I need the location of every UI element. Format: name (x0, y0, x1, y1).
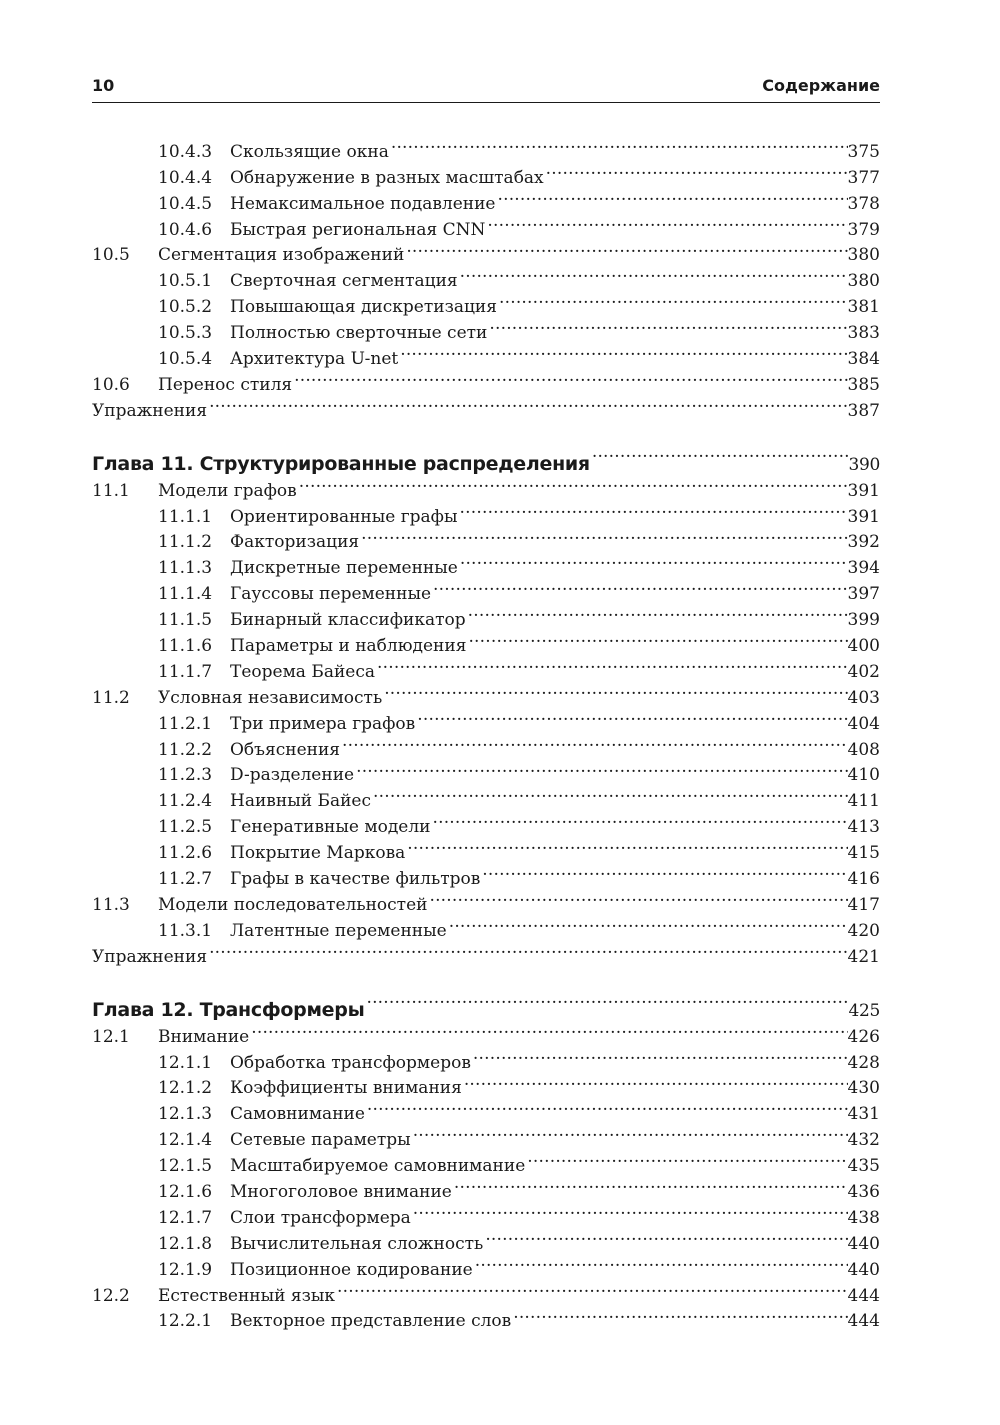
toc-entry-line (92, 980, 880, 1021)
toc-entry-line (158, 1093, 880, 1125)
toc-entry[interactable] (92, 573, 880, 605)
toc-entry-line (158, 832, 880, 864)
toc-leader-dots (389, 131, 848, 157)
toc-entry-page: 391 (847, 480, 880, 501)
toc-entry-number: 12.1.9 (158, 1259, 213, 1280)
toc-entry-number: 11.1.5 (158, 610, 213, 631)
toc-entry-page: 415 (847, 843, 880, 864)
toc-leader-dots (487, 312, 847, 338)
toc-leader-dots (207, 936, 847, 962)
toc-entry-line (158, 1145, 880, 1177)
page-header (92, 70, 880, 103)
toc-entry-line (158, 183, 880, 214)
toc-entry-title: Сетевые параметры (230, 1130, 411, 1151)
toc-entry-number: 10.4.6 (158, 219, 213, 240)
toc-entry-number: 10.4.4 (158, 167, 213, 188)
page-number: 10 (92, 76, 115, 95)
toc-leader-dots (405, 832, 847, 858)
toc-entry-page: 428 (847, 1052, 880, 1073)
toc-entry-title: Перенос стиля (158, 374, 293, 395)
toc-entry[interactable] (92, 1016, 880, 1047)
toc-entry-page: 440 (847, 1233, 880, 1254)
toc-entry[interactable] (92, 1223, 880, 1254)
toc-entry[interactable] (92, 1171, 880, 1202)
toc-entry-page: 417 (847, 894, 880, 915)
toc-entry-number: 12.1.2 (158, 1078, 213, 1099)
toc-entry[interactable] (92, 1145, 880, 1177)
toc-entry-line (92, 434, 880, 475)
toc-entry-number: 11.1.4 (158, 584, 213, 605)
toc-chapter-entry[interactable] (92, 434, 880, 475)
toc-entry-line (158, 599, 880, 631)
toc-entry-title: D-разделение (230, 765, 355, 786)
toc-entry[interactable] (92, 496, 880, 527)
toc-entry-number: 11.2.7 (158, 869, 213, 890)
toc-leader-dots (297, 470, 848, 496)
toc-entry-page: 432 (847, 1130, 880, 1151)
toc-entry-page: 392 (847, 532, 880, 553)
toc-entry-line (158, 1171, 880, 1202)
toc-entry-page: 438 (847, 1207, 880, 1228)
toc-leader-dots (495, 183, 847, 209)
toc-entry-number: 11.2 (92, 687, 130, 708)
toc-entry-page: 390 (848, 454, 880, 475)
toc-entry[interactable] (92, 1301, 880, 1332)
toc-entry-number: 12.1.8 (158, 1233, 213, 1254)
toc-entry-line (92, 390, 880, 421)
toc-entry-title: Параметры и наблюдения (230, 636, 467, 657)
toc-entry[interactable] (92, 312, 880, 344)
toc-entry-line (158, 1249, 880, 1280)
toc-entry-title: Обработка трансформеров (230, 1052, 471, 1073)
toc-entry-number: 11.2.6 (158, 843, 213, 864)
toc-entry-line (92, 235, 880, 266)
toc-entry-title: Вычислительная сложность (230, 1233, 484, 1254)
toc-entry-line (158, 910, 880, 941)
toc-entry-title: Слои трансформера (230, 1207, 411, 1228)
toc-entry-line (158, 703, 880, 734)
toc-entry-number: 10.6 (92, 374, 130, 395)
toc-entry-line (158, 625, 880, 657)
toc-entry-title: Упражнения (92, 400, 208, 421)
toc-entry-line (158, 1119, 880, 1151)
toc-entry-number: 10.5 (92, 245, 130, 266)
toc-leader-dots (415, 703, 847, 729)
toc-entry-line (92, 1275, 880, 1306)
toc-entry-title: Сверточная сегментация (230, 271, 458, 292)
toc-entry[interactable] (92, 910, 880, 941)
toc-entry-line (92, 677, 880, 708)
toc-leader-dots (458, 547, 848, 573)
toc-entry-page: 399 (847, 610, 880, 631)
toc-entry-page: 394 (847, 558, 880, 579)
toc-entry-number: 12.1.1 (158, 1052, 213, 1073)
toc-entry-title: Внимание (158, 1026, 250, 1047)
toc-entry[interactable] (92, 806, 880, 838)
section-gap (92, 416, 880, 434)
toc-leader-dots (292, 364, 847, 390)
toc-entry-number: 12.1 (92, 1026, 130, 1047)
toc-leader-dots (382, 677, 847, 703)
toc-entry-page: 397 (847, 584, 880, 605)
toc-entry-title: Глава 11. Структурированные распределения (92, 452, 590, 475)
toc-entry-line (158, 260, 880, 292)
toc-entry-page: 411 (847, 791, 880, 812)
toc-leader-dots (398, 338, 847, 364)
toc-entry-line (158, 729, 880, 760)
toc-entry-page: 379 (847, 219, 880, 240)
toc-entry-number: 10.4.3 (158, 141, 213, 162)
toc-leader-dots (207, 390, 847, 416)
toc-entry-page: 431 (847, 1104, 880, 1125)
toc-entry-title: Позиционное кодирование (230, 1259, 473, 1280)
toc-entry[interactable] (92, 884, 880, 915)
toc-entry[interactable] (92, 522, 880, 553)
toc-entry-title: Латентные переменные (230, 920, 447, 941)
toc-entry-number: 12.2 (92, 1285, 130, 1306)
toc-entry-line (158, 522, 880, 553)
toc-entry-number: 12.1.5 (158, 1156, 213, 1177)
toc-entry-title: Покрытие Маркова (230, 843, 406, 864)
toc-entry-page: 383 (847, 323, 880, 344)
toc-entry-page: 385 (847, 374, 880, 395)
toc-entry[interactable] (92, 729, 880, 760)
toc-leader-dots (485, 209, 847, 235)
table-of-contents (92, 131, 880, 1332)
toc-entry-line (92, 884, 880, 915)
toc-entry-page: 400 (847, 636, 880, 657)
toc-entry-number: 11.1.7 (158, 661, 213, 682)
toc-entry-title: Самовнимание (230, 1104, 365, 1125)
toc-entry[interactable] (92, 547, 880, 579)
toc-entry-line (158, 780, 880, 812)
toc-entry-title: Повышающая дискретизация (230, 297, 497, 318)
toc-entry-title: Модели графов (158, 480, 297, 501)
toc-entry-line (158, 1068, 880, 1099)
toc-entry[interactable] (92, 1275, 880, 1306)
toc-entry-page: 387 (847, 400, 880, 421)
toc-entry-title: Немаксимальное подавление (230, 193, 496, 214)
toc-entry[interactable] (92, 1068, 880, 1099)
toc-entry-page: 444 (847, 1311, 880, 1332)
toc-entry[interactable] (92, 780, 880, 812)
toc-leader-dots (411, 1119, 848, 1145)
toc-entry-number: 11.1 (92, 480, 130, 501)
toc-entry-page: 420 (847, 920, 880, 941)
toc-entry-page: 413 (847, 817, 880, 838)
toc-entry[interactable] (92, 755, 880, 786)
toc-leader-dots (411, 1197, 848, 1223)
toc-entry-title: Коэффициенты внимания (230, 1078, 462, 1099)
toc-leader-dots (497, 286, 848, 312)
toc-entry-number: 11.1.2 (158, 532, 213, 553)
toc-entry[interactable] (92, 286, 880, 318)
toc-entry-page: 402 (847, 661, 880, 682)
toc-entry-number: 11.2.5 (158, 817, 213, 838)
toc-entry-page: 426 (847, 1026, 880, 1047)
toc-entry-line (92, 364, 880, 395)
toc-entry-title: Архитектура U-net (230, 349, 399, 370)
toc-leader-dots (249, 1016, 847, 1042)
toc-entry-number: 11.3.1 (158, 920, 213, 941)
toc-leader-dots (458, 260, 848, 286)
toc-entry-line (158, 806, 880, 838)
toc-entry[interactable] (92, 677, 880, 708)
toc-entry-title: Бинарный классификатор (230, 610, 466, 631)
toc-entry-number: 10.5.3 (158, 323, 213, 344)
toc-entry-number: 10.4.5 (158, 193, 213, 214)
toc-entry-page: 410 (847, 765, 880, 786)
toc-leader-dots (462, 1068, 848, 1094)
toc-entry-line (158, 573, 880, 605)
toc-entry-page: 440 (847, 1259, 880, 1280)
toc-leader-dots (404, 235, 847, 261)
toc-entry-number: 12.2.1 (158, 1311, 213, 1332)
toc-entry-title: Быстрая региональная CNN (230, 219, 486, 240)
toc-entry-line (158, 209, 880, 240)
toc-entry-number: 11.1.3 (158, 558, 213, 579)
toc-entry-page: 444 (847, 1285, 880, 1306)
toc-leader-dots (427, 884, 847, 910)
toc-entry-line (158, 157, 880, 188)
toc-entry-line (158, 496, 880, 527)
toc-leader-dots (480, 858, 847, 884)
toc-leader-dots (375, 651, 848, 677)
toc-entry-page: 404 (847, 713, 880, 734)
toc-entry-line (158, 858, 880, 890)
toc-leader-dots (458, 496, 848, 522)
toc-entry-page: 430 (847, 1078, 880, 1099)
toc-entry-number: 10.5.1 (158, 271, 213, 292)
toc-entry-page: 408 (847, 739, 880, 760)
toc-entry-page: 380 (847, 245, 880, 266)
toc-entry-title: Графы в качестве фильтров (230, 869, 481, 890)
toc-entry-page: 435 (847, 1156, 880, 1177)
toc-leader-dots (364, 980, 848, 1016)
toc-entry-line (158, 651, 880, 682)
toc-entry-title: Упражнения (92, 946, 208, 967)
toc-leader-dots (466, 599, 848, 625)
toc-entry-number: 10.5.4 (158, 349, 213, 370)
toc-entry-title: Теорема Байеса (230, 661, 376, 682)
toc-entry-line (158, 1042, 880, 1073)
toc-entry-number: 11.1.6 (158, 636, 213, 657)
toc-leader-dots (483, 1223, 847, 1249)
toc-entry-number: 12.1.7 (158, 1207, 213, 1228)
toc-entry-line (92, 936, 880, 967)
toc-leader-dots (359, 522, 847, 548)
toc-entry-title: Обнаружение в разных масштабах (230, 167, 544, 188)
toc-entry-page: 384 (847, 349, 880, 370)
toc-entry[interactable] (92, 703, 880, 734)
toc-entry[interactable] (92, 157, 880, 188)
toc-entry[interactable] (92, 183, 880, 214)
toc-entry-title: Три примера графов (230, 713, 416, 734)
toc-entry-title: Сегментация изображений (158, 245, 405, 266)
running-title: Содержание (762, 76, 880, 95)
toc-entry-title: Генеративные модели (230, 817, 431, 838)
toc-leader-dots (544, 157, 848, 183)
toc-entry-page: 421 (847, 946, 880, 967)
toc-entry[interactable] (92, 1197, 880, 1228)
toc-entry-page: 436 (847, 1181, 880, 1202)
toc-leader-dots (471, 1042, 848, 1068)
toc-entry-title: Векторное представление слов (230, 1311, 512, 1332)
toc-entry-page: 403 (847, 687, 880, 708)
toc-entry-title: Гауссовы переменные (230, 584, 432, 605)
toc-entry[interactable] (92, 131, 880, 162)
toc-entry-page: 380 (847, 271, 880, 292)
toc-entry[interactable] (92, 260, 880, 292)
toc-entry-title: Многоголовое внимание (230, 1181, 452, 1202)
toc-entry-number: 11.2.3 (158, 765, 213, 786)
toc-entry-line (158, 1197, 880, 1228)
section-gap (92, 962, 880, 980)
toc-entry-number: 11.3 (92, 894, 130, 915)
toc-entry-line (158, 338, 880, 370)
toc-leader-dots (511, 1301, 847, 1327)
toc-entry-title: Ориентированные графы (230, 506, 458, 527)
toc-entry-line (158, 755, 880, 786)
toc-entry-number: 11.1.1 (158, 506, 213, 527)
toc-entry-line (158, 286, 880, 318)
toc-entry[interactable] (92, 651, 880, 682)
toc-leader-dots (590, 434, 849, 470)
toc-entry[interactable] (92, 832, 880, 864)
toc-leader-dots (365, 1093, 848, 1119)
toc-entry-title: Условная независимость (158, 687, 383, 708)
toc-entry-number: 10.5.2 (158, 297, 213, 318)
toc-exercises-entry[interactable] (92, 390, 880, 421)
toc-leader-dots (525, 1145, 847, 1171)
toc-entry-page: 375 (847, 141, 880, 162)
toc-entry[interactable] (92, 209, 880, 240)
toc-entry[interactable] (92, 858, 880, 890)
toc-leader-dots (335, 1275, 848, 1301)
toc-entry[interactable] (92, 338, 880, 370)
toc-entry-line (158, 312, 880, 344)
toc-entry-title: Модели последовательностей (158, 894, 428, 915)
toc-entry[interactable] (92, 1119, 880, 1151)
toc-entry-title: Факторизация (230, 532, 360, 553)
toc-leader-dots (447, 910, 848, 936)
toc-entry-title: Масштабируемое самовнимание (230, 1156, 526, 1177)
toc-entry-title: Наивный Байес (230, 791, 371, 812)
toc-entry-number: 11.2.4 (158, 791, 213, 812)
toc-entry-page: 378 (847, 193, 880, 214)
toc-entry-number: 11.2.2 (158, 739, 213, 760)
toc-entry[interactable] (92, 364, 880, 395)
toc-entry-line (158, 1223, 880, 1254)
toc-entry-number: 12.1.3 (158, 1104, 213, 1125)
toc-entry[interactable] (92, 1249, 880, 1280)
toc-entry-line (92, 470, 880, 501)
toc-leader-dots (431, 573, 848, 599)
toc-entry-title: Дискретные переменные (230, 558, 458, 579)
toc-entry[interactable] (92, 235, 880, 266)
toc-entry[interactable] (92, 470, 880, 501)
toc-entry[interactable] (92, 1042, 880, 1073)
toc-entry[interactable] (92, 599, 880, 631)
toc-leader-dots (473, 1249, 848, 1275)
toc-leader-dots (430, 806, 847, 832)
toc-entry-line (158, 1301, 880, 1332)
toc-entry-number: 11.2.1 (158, 713, 213, 734)
toc-entry-line (92, 1016, 880, 1047)
toc-chapter-entry[interactable] (92, 980, 880, 1021)
toc-leader-dots (371, 780, 848, 806)
toc-entry-title: Глава 12. Трансформеры (92, 998, 365, 1021)
toc-entry-page: 416 (847, 869, 880, 890)
toc-entry-line (158, 131, 880, 162)
toc-entry-line (158, 547, 880, 579)
toc-entry-title: Естественный язык (158, 1285, 336, 1306)
toc-entry-title: Объяснения (230, 739, 341, 760)
toc-entry-page: 391 (847, 506, 880, 527)
toc-leader-dots (354, 755, 847, 781)
toc-entry-page: 377 (847, 167, 880, 188)
toc-entry-number: 12.1.6 (158, 1181, 213, 1202)
toc-entry[interactable] (92, 1093, 880, 1125)
toc-exercises-entry[interactable] (92, 936, 880, 967)
toc-leader-dots (466, 625, 847, 651)
toc-leader-dots (452, 1171, 848, 1197)
toc-leader-dots (340, 729, 848, 755)
toc-entry-title: Полностью сверточные сети (230, 323, 488, 344)
toc-entry-title: Скользящие окна (230, 141, 389, 162)
toc-entry[interactable] (92, 625, 880, 657)
toc-entry-page: 425 (848, 1000, 880, 1021)
toc-entry-page: 381 (847, 297, 880, 318)
toc-entry-number: 12.1.4 (158, 1130, 213, 1151)
